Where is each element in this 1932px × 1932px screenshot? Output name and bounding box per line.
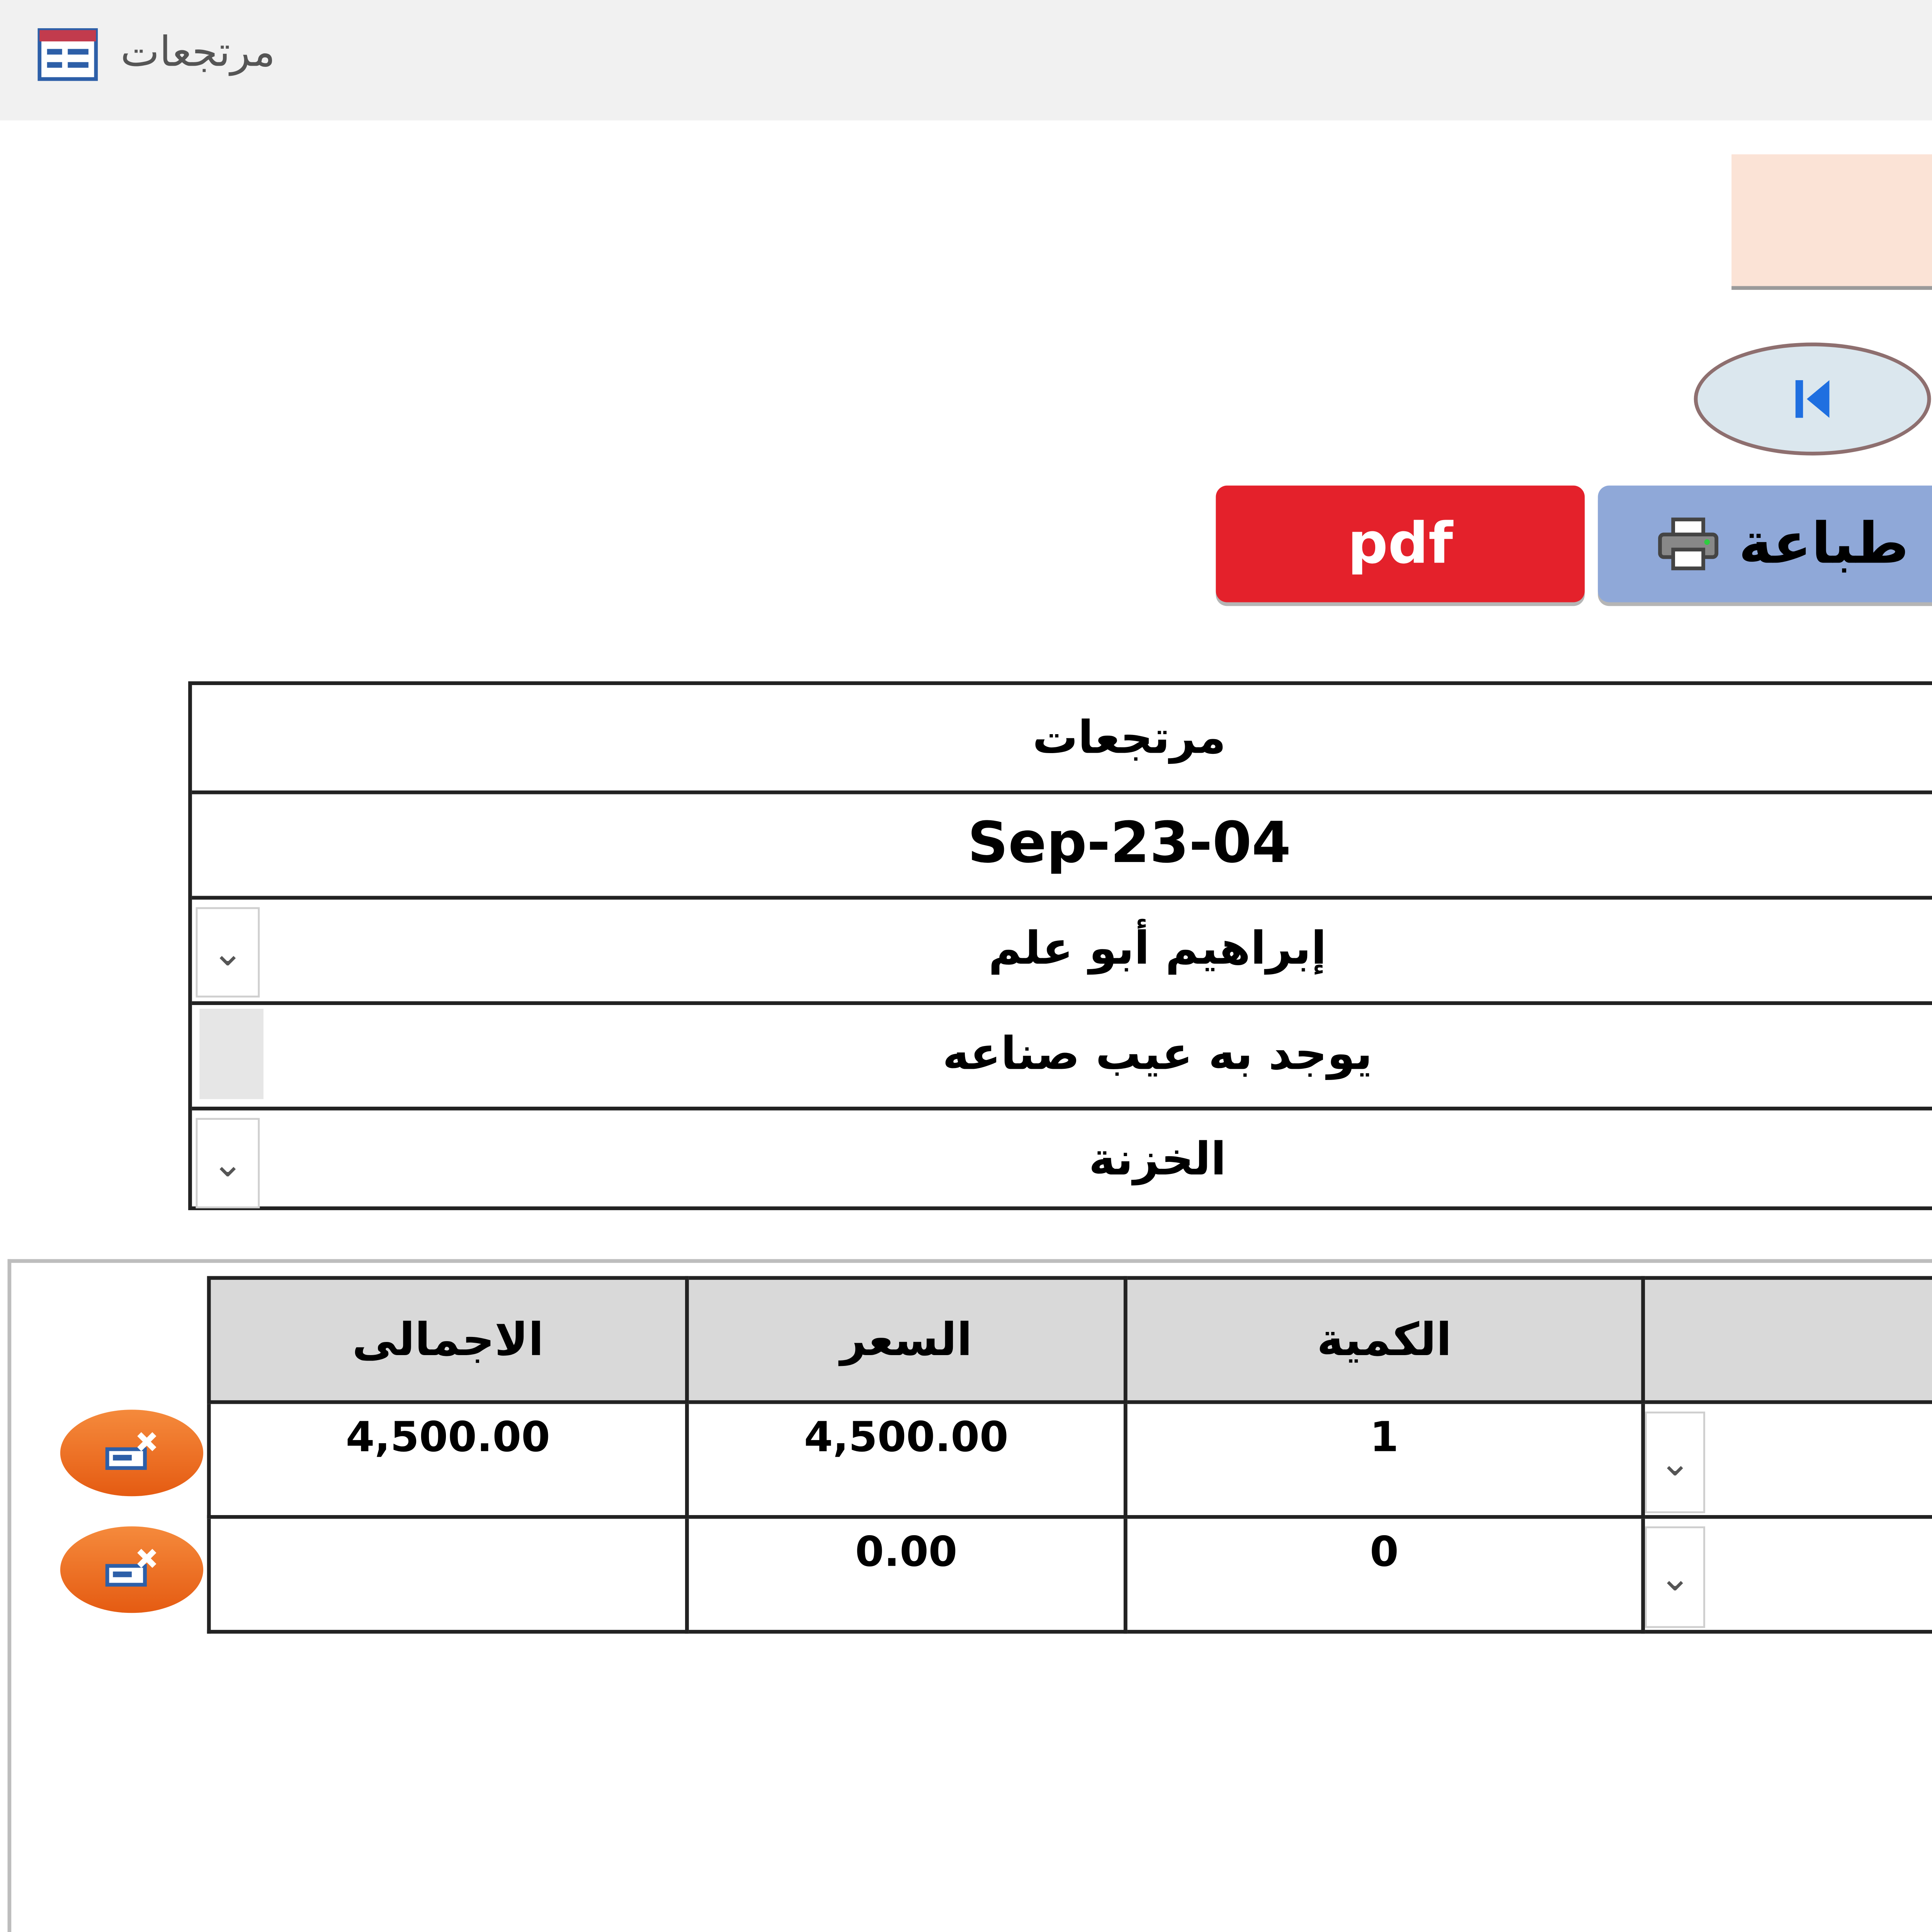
chevron-down-icon: ⌄ [212, 930, 244, 975]
field-row-transaction-type [192, 685, 1932, 794]
first-record-button[interactable] [1694, 342, 1931, 455]
notes-value: يوجد به عيب صناعه [942, 1027, 1372, 1080]
column-header-item [1641, 1276, 1932, 1404]
supplier-dropdown-button[interactable] [196, 907, 260, 998]
form-heading [1731, 154, 1932, 290]
chevron-down-icon: ⌄ [1659, 1440, 1691, 1485]
treasury-dropdown-button[interactable] [196, 1118, 260, 1208]
chevron-down-icon: ⌄ [1659, 1554, 1691, 1600]
delete-row-button[interactable] [60, 1526, 203, 1613]
print-label: طباعة [1738, 511, 1909, 577]
field-row-notes [192, 1001, 1932, 1111]
transaction-type-field[interactable]: مرتجعات [1032, 711, 1226, 764]
field-row-treasury [192, 1107, 1932, 1212]
total-cell: 4,500.00 [207, 1404, 689, 1519]
column-header-total: الاجمالى [207, 1276, 689, 1404]
date-field[interactable]: 04-Sep-23 [967, 810, 1291, 876]
first-record-icon [1790, 374, 1835, 423]
delete-row-button[interactable] [60, 1410, 203, 1496]
delete-row-icon [104, 1547, 160, 1592]
item-dropdown-button[interactable] [1645, 1526, 1705, 1628]
print-button[interactable] [1598, 486, 1932, 602]
pdf-label: pdf [1347, 511, 1453, 577]
column-header-qty: الكمية [1124, 1276, 1645, 1404]
field-row-supplier [192, 896, 1932, 1005]
window-title: مرتجعات [120, 30, 276, 77]
total-cell [207, 1519, 689, 1634]
treasury-value: الخزنة [1088, 1133, 1226, 1186]
chevron-down-icon: ⌄ [212, 1140, 244, 1186]
supplier-combo[interactable] [192, 896, 1932, 1002]
field-row-date [192, 791, 1932, 900]
column-header-price: السعر [685, 1276, 1128, 1404]
record-info-table [188, 681, 1932, 1210]
treasury-combo[interactable] [192, 1107, 1932, 1212]
pdf-button[interactable] [1216, 486, 1585, 602]
supplier-value: إبراهيم أبو علم [988, 922, 1327, 975]
price-cell[interactable]: 4,500.00 [685, 1404, 1128, 1519]
title-bar [0, 0, 1932, 121]
item-dropdown-button[interactable] [1645, 1412, 1705, 1513]
qty-cell[interactable]: 0 [1124, 1519, 1645, 1634]
price-cell[interactable]: 0.00 [685, 1519, 1128, 1634]
notes-scrollbar[interactable] [199, 1009, 264, 1099]
delete-row-icon [104, 1430, 160, 1476]
qty-cell[interactable]: 1 [1124, 1404, 1645, 1519]
notes-field[interactable] [192, 1001, 1932, 1107]
form-icon [37, 28, 98, 81]
printer-icon [1656, 516, 1720, 572]
